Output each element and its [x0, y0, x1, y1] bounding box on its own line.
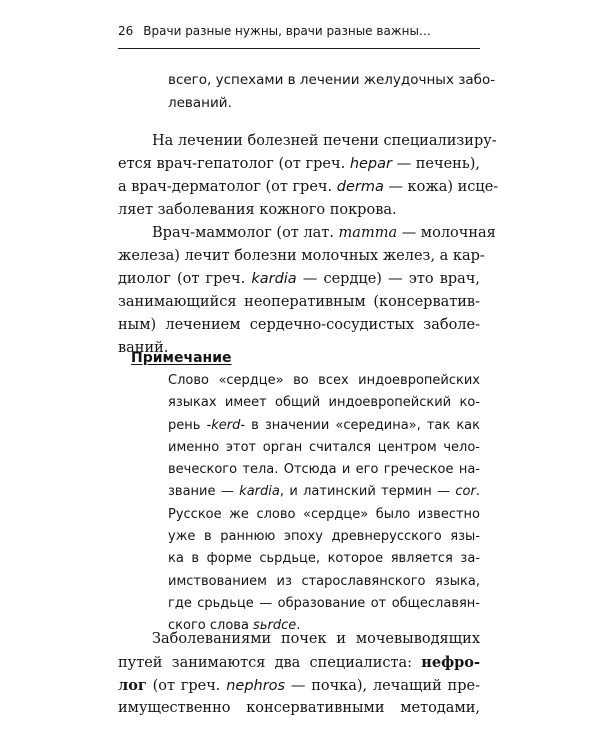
text-line: диолог (от греч. kardia — сердце) — это врач,	[118, 271, 480, 287]
text-line: имствованием из старославянского языка,	[168, 573, 480, 589]
paragraph-nephrologist	[118, 628, 480, 720]
text-line: ным) лечением сердечно-сосудистых заболе-	[118, 317, 480, 333]
text-line: ского слова sьrdce.	[168, 618, 301, 634]
header-divider	[118, 48, 480, 49]
text-line: путей занимаются два специалиста: нефро-	[118, 654, 480, 671]
continued-paragraph	[168, 69, 496, 115]
text-line: звание — kardia, и латинский термин — cor.	[168, 484, 480, 500]
text-line: ваний.	[118, 340, 169, 356]
text-line: ется врач-гепатолог (от греч. hepar — печень),	[118, 156, 480, 172]
text-line: имущественно консервативными методами,	[118, 700, 480, 716]
text-line: веческого тела. Отсюда и его греческое на-	[168, 462, 480, 478]
paragraph-hepatologist	[118, 130, 499, 222]
text-line: ка в форме сьрдьце, которое является за-	[168, 551, 480, 567]
text-line: всего, успехами в лечении желудочных забо-	[168, 72, 496, 88]
text-line: а врач-дерматолог (от греч. derma — кожа) исце-	[118, 179, 499, 195]
text-line: именно этот орган считался центром чело-	[168, 439, 480, 455]
running-header	[118, 24, 480, 38]
note-body	[168, 370, 480, 638]
text-line: Заболеваниями почек и мочевыводящих	[152, 631, 480, 647]
text-line: Слово «сердце» во всех индоевропейских	[168, 373, 480, 388]
text-line: языках имеет общий индоевропейский ко-	[168, 395, 480, 411]
text-line: где срьдьце — образование от общеславян-	[168, 595, 480, 611]
text-line: леваний.	[168, 95, 232, 111]
text-line: занимающийся неоперативным (консерватив-	[118, 294, 480, 310]
text-line: Русское же слово «сердце» было известно	[168, 506, 480, 522]
text-line: уже в раннюю эпоху древнерусского язы-	[168, 529, 480, 545]
note-heading: Примечание	[131, 350, 232, 366]
paragraph-mammologist	[118, 222, 496, 360]
text-line: лог (от греч. nephros — почка), лечащий пре-	[118, 677, 480, 694]
running-title: Врачи разные нужны, врачи разные важны…	[143, 24, 431, 38]
text-line: Врач-маммолог (от лат. mamma — молочная	[152, 225, 496, 241]
text-line: железа) лечит болезни молочных желез, а кар-	[118, 248, 485, 264]
text-line: ляет заболевания кожного покрова.	[118, 202, 397, 218]
text-line: На лечении болезней печени специализиру-	[152, 133, 497, 149]
text-line: рень -kerd- в значении «середина», так как	[168, 417, 480, 433]
page-number: 26	[118, 24, 134, 38]
